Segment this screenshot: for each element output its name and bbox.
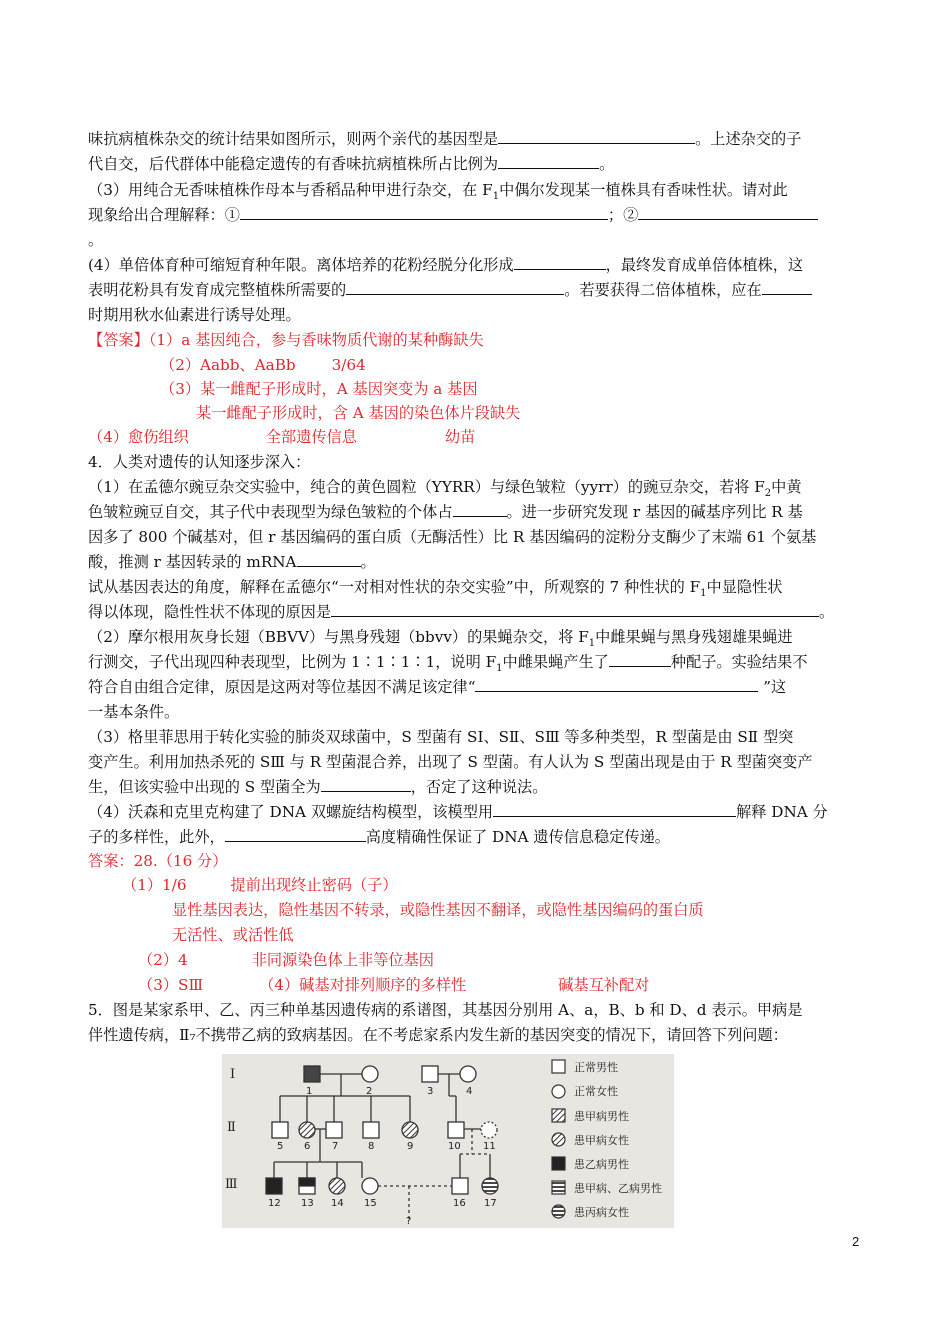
individual-number: 3 [427,1086,434,1097]
legend-b-male-icon [552,1157,565,1170]
pedigree-figure [222,1054,674,1228]
female-normal-symbol [460,1066,476,1082]
page-number: 2 [852,1234,860,1249]
generation-label: Ⅲ [225,1177,238,1192]
text-line: 味抗病植株杂交的统计结果如图所示，则两个亲代的基因型是 。上述杂交的子 [88,130,802,148]
legend-label: 正常女性 [574,1085,618,1098]
male-affected-b-symbol [304,1066,320,1082]
text-line: 子的多样性，此外， 高度精确性保证了 DNA 遗传信息稳定传递。 [88,828,670,846]
text-line: 酸，推测 r 基因转录的 mRNA 。 [88,553,376,571]
answer-line: 【答案】（1）a 基因纯合，参与香味物质代谢的某种酶缺失 [88,331,484,349]
legend-normal-male-icon [552,1060,565,1073]
legend-labels [574,1060,662,1219]
unknown-mark: ? [406,1216,412,1227]
female-affected-a-symbol [299,1122,315,1138]
legend-label: 患甲病、乙病男性 [574,1182,662,1195]
male-normal-symbol [422,1066,438,1082]
answer-line: （2）4 非同源染色体上非等位基因 [138,951,434,969]
answer-blank [475,677,758,692]
individual-number: 16 [453,1198,466,1209]
answer-blank [297,552,361,567]
individual-number: 9 [407,1141,414,1152]
text-line: 变产生。利用加热杀死的 SⅢ 与 R 型菌混合养，出现了 S 型菌。有人认为 S 型菌出现是由于 R 型菌突变产 [88,753,813,771]
text-line: 符合自由组合定律，原因是这两对等位基因不满足该定律“ ”这 [88,678,787,696]
male-affected-b-symbol [266,1178,282,1194]
text-line: 色皱粒豌豆自交，其子代中表现型为绿色皱粒的个体占 。进一步研究发现 r 基因的碱基序列比 R 基 [88,503,803,521]
legend-label: 患丙病女性 [574,1206,629,1219]
text-line: （1）在孟德尔豌豆杂交实验中，纯合的黄色圆粒（YYRR）与绿色皱粒（yyrr）的豌豆杂交，若将 $F_2$中黄 [88,478,802,500]
individual-number: 5 [277,1141,284,1152]
question-title: 4．人类对遗传的认知逐步深入： [88,453,311,471]
legend-label: 正常男性 [574,1061,618,1074]
answer-blank [498,129,695,144]
legend-label: 患甲病男性 [574,1110,629,1123]
male-normal-symbol [452,1178,468,1194]
text-line: （3）用纯合无香味植株作母本与香稻品种甲进行杂交，在 $F_1$中偶尔发现某一植株具有香味性状。请对此 [88,181,788,203]
individual-number: 13 [301,1198,314,1209]
text-line: (4）单倍体育种可缩短育种年限。离体培养的花粉经脱分化形成 ，最终发育成单倍体植株，这 [88,256,804,274]
legend-a-male-icon [552,1109,565,1122]
male-normal-symbol [272,1122,288,1138]
answer-blank [493,802,736,817]
legend-label: 患甲病女性 [574,1134,629,1147]
female-normal-symbol [362,1066,378,1082]
text-line: 。 [88,231,104,249]
legend-c-female-icon [552,1205,565,1218]
answer-blank [346,280,564,295]
female-affected-a-symbol [329,1178,345,1194]
female-affected-a-symbol [402,1122,418,1138]
answer-blank [453,502,507,517]
individual-number: 2 [366,1086,373,1097]
male-normal-symbol [448,1122,464,1138]
legend [552,1060,565,1218]
individual-number: 4 [466,1086,473,1097]
answer-line: 无活性、或活性低 [172,926,294,944]
female-affected-c-symbol [482,1178,498,1194]
generation-label: Ⅰ [230,1067,236,1082]
individual-number: 17 [484,1198,497,1209]
answer-line: （2）Aabb、AaBb 3/64 [160,356,366,374]
question-title: 5．图是某家系甲、乙、丙三种单基因遗传病的系谱图，其基因分别用 A、a，B、b 和 D、d 表示。甲病是 [88,1001,803,1019]
text-line: 生，但该实验中出现的 S 型菌全为 ，否定了这种说法。 [88,778,548,796]
answer-blank [240,205,608,220]
text-line: （2）摩尔根用灰身长翅（BBVV）与黑身残翅（bbvv）的果蝇杂交，将 $F_1$中雌果蝇与黑身残翅雄果蝇进 [88,628,793,650]
individual-number: 14 [331,1198,344,1209]
generation-labels [225,1067,238,1192]
legend-label: 患乙病男性 [574,1158,629,1171]
text-line: 时期用秋水仙素进行诱导处理。 [88,306,301,324]
text-line: 因多了 800 个碱基对，但 r 基因编码的蛋白质（无酶活性）比 R 基因编码的淀粉分支酶少了末端 61 个氨基 [88,528,817,546]
individual-number: 15 [364,1198,377,1209]
individual-number: 7 [332,1141,339,1152]
female-normal-symbol [362,1178,378,1194]
text-line: 伴性遗传病，Ⅱ₇不携带乙病的致病基因。在不考虑家系内发生新的基因突变的情况下，请回答下列问题： [88,1026,788,1044]
text-line: 表明花粉具有发育成完整植株所需要的 。若要获得二倍体植株，应在 [88,280,812,300]
answer-blank [498,154,599,169]
individual-number: 8 [368,1141,375,1152]
text-line: 行测交，子代出现四种表现型，比例为 1∶1∶1∶1，说明 $F_1$中雌果蝇产生了 种配子。实验结果不 [88,653,808,675]
text-line: （4）沃森和克里克构建了 DNA 双螺旋结构模型，该模型用 解释 DNA 分 [88,803,828,821]
generation-3 [266,1178,498,1194]
individual-number: 12 [268,1198,281,1209]
generation-2 [272,1122,497,1138]
text-line: 代自交，后代群体中能稳定遗传的有香味抗病植株所占比例为 。 [88,155,615,173]
male-affected-ab-fill [299,1178,315,1186]
answer-blank [321,777,411,792]
text-line: （3）格里菲思用于转化实验的肺炎双球菌中，S 型菌有 SⅠ、SⅡ、SⅢ 等多种类型，R 型菌是由 SⅡ 型突 [88,728,794,746]
legend-ab-male-icon [552,1181,565,1194]
legend-a-female-icon [552,1133,565,1146]
male-normal-symbol [363,1122,379,1138]
answer-blank [609,652,671,667]
answer-line: （4）愈伤组织 全部遗传信息 幼苗 [88,428,476,446]
answer-line: （3）SⅢ （4）碱基对排列顺序的多样性 碱基互补配对 [138,976,650,994]
text-line: 一基本条件。 [88,703,180,721]
legend-normal-female-icon [552,1085,565,1098]
answer-line: 答案：28.（16 分） [88,852,228,870]
text-line: 试从基因表达的角度，解释在孟德尔“一对相对性状的杂交实验”中，所观察的 7 种性状的 $F_1$中显隐性状 [88,578,783,600]
male-normal-symbol [326,1122,342,1138]
individual-number: 1 [306,1086,313,1097]
individual-number: 6 [304,1141,311,1152]
answer-blank [514,255,606,270]
answer-line: 显性基因表达，隐性基因不转录，或隐性基因不翻译，或隐性基因编码的蛋白质 [172,901,704,919]
answer-blank [225,827,366,842]
answer-blank [638,205,818,220]
answer-blank [762,280,812,295]
answer-line: （1）1/6 提前出现终止密码（子） [122,876,398,894]
answer-line: 某一雌配子形成时，含 A 基因的染色体片段缺失 [196,404,521,422]
generation-label: Ⅱ [227,1120,236,1135]
individual-number: 10 [448,1141,461,1152]
text-line: 得以体现，隐性性状不体现的原因是 。 [88,603,835,621]
answer-blank [331,602,819,617]
female-normal-symbol [481,1122,497,1138]
text-line: 现象给出合理解释：① ；② [88,205,818,225]
answer-line: （3）某一雌配子形成时，A 基因突变为 a 基因 [160,380,478,398]
individual-number: 11 [483,1141,496,1152]
